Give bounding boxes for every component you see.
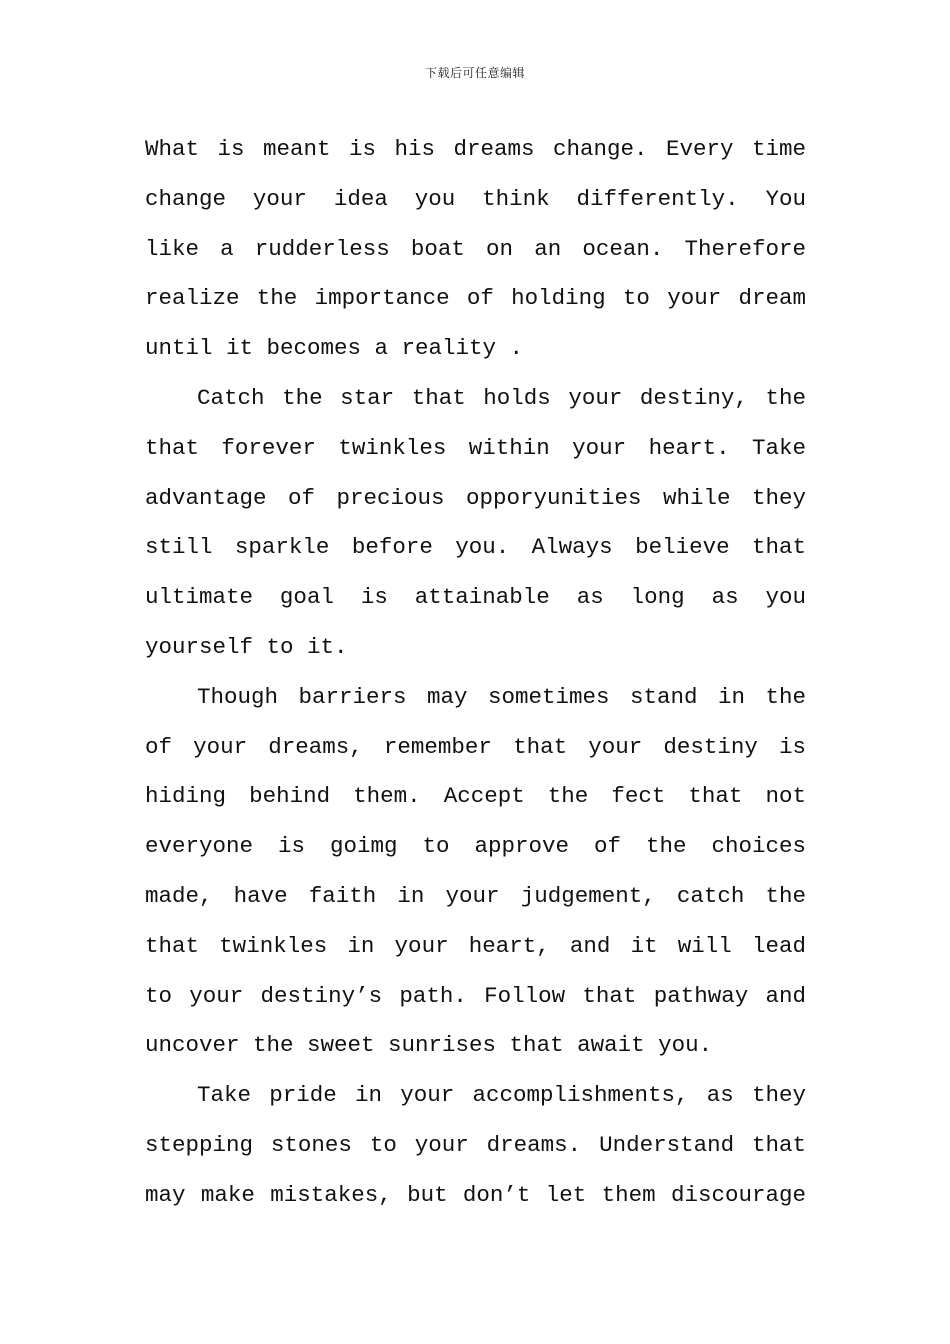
text-line: to your destiny’s path. Follow that pathway and: [145, 982, 806, 1009]
document-body: [145, 125, 806, 1221]
text-line: change your idea you think differently. You: [145, 185, 806, 212]
text-line: realize the importance of holding to your dream: [145, 285, 806, 312]
text-line: that forever twinkles within your heart. Take: [145, 434, 806, 461]
text-line: of your dreams, remember that your destiny is: [145, 733, 806, 760]
text-line: still sparkle before you. Always believe that: [145, 534, 806, 561]
text-line: uncover the sweet sunrises that await you.: [145, 1032, 713, 1059]
text-line: Take pride in your accomplishments, as they: [197, 1082, 806, 1109]
paragraph-2: [145, 374, 806, 673]
text-line: What is meant is his dreams change. Every time: [145, 136, 806, 162]
text-line: made, have faith in your judgement, catch the: [145, 882, 806, 909]
text-line: hiding behind them. Accept the fect that not: [145, 783, 806, 810]
text-line: Catch the star that holds your destiny, the: [197, 384, 806, 411]
text-line: like a rudderless boat on an ocean. Therefore: [145, 235, 806, 262]
paragraph-1: [145, 125, 806, 374]
text-line: everyone is goimg to approve of the choices: [145, 833, 806, 860]
text-line: ultimate goal is attainable as long as you: [145, 584, 806, 611]
text-line: stepping stones to your dreams. Understand that: [145, 1131, 806, 1158]
paragraph-3: [145, 673, 806, 1071]
text-line: advantage of precious opporyunities while they: [145, 484, 806, 511]
text-line: yourself to it.: [145, 633, 348, 660]
paragraph-4: [145, 1071, 806, 1220]
text-line: that twinkles in your heart, and it will lead: [145, 932, 806, 959]
page-header: 下载后可任意编辑: [424, 66, 525, 80]
text-line: until it becomes a reality .: [145, 335, 524, 362]
text-line: Though barriers may sometimes stand in the: [197, 683, 806, 710]
text-line: may make mistakes, but don’t let them discourage: [145, 1181, 806, 1208]
